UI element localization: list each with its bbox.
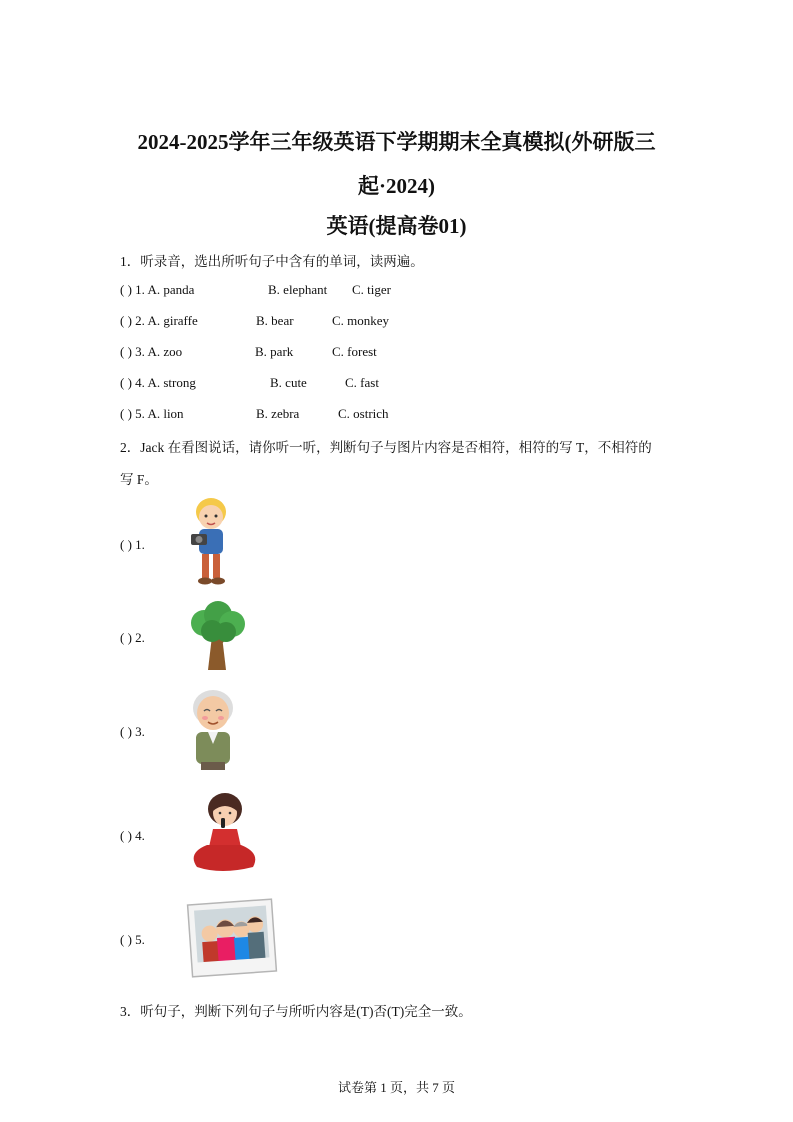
family-photo-icon <box>186 896 278 980</box>
q1-item-a: ( ) 5. A. lion <box>120 406 184 421</box>
q1-stem: 1．听录音，选出所听句子中含有的单词，读两遍。 <box>120 254 424 269</box>
q1-item-b: B. park <box>255 344 294 359</box>
q2-item-label: ( ) 3. <box>120 724 145 739</box>
page-footer: 试卷第 1 页，共 7 页 <box>337 1080 455 1095</box>
tree-icon <box>185 600 249 672</box>
q3-stem: 3．听句子，判断下列句子与所听内容是(T)否(T)完全一致。 <box>120 1004 472 1019</box>
q2-stem-line2: 写 F。 <box>120 472 158 487</box>
photographer-boy-icon <box>185 496 237 588</box>
q2-stem-line1: 2．Jack 在看图说话，请你听一听，判断句子与图片内容是否相符，相符的写 T，不相符的 <box>120 440 652 455</box>
page-title-line1: 2024-2025学年三年级英语下学期期末全真模拟(外研版三 <box>137 130 656 154</box>
q1-item-c: C. monkey <box>332 313 390 328</box>
q2-item-label: ( ) 4. <box>120 828 145 843</box>
q1-item-c: C. tiger <box>352 282 391 297</box>
q1-item-a: ( ) 2. A. giraffe <box>120 313 198 328</box>
q2-item-label: ( ) 2. <box>120 630 145 645</box>
grandpa-icon <box>187 688 239 772</box>
q1-item-a: ( ) 1. A. panda <box>120 282 195 297</box>
q1-item-a: ( ) 4. A. strong <box>120 375 196 390</box>
q1-item-b: B. zebra <box>256 406 300 421</box>
q1-item-c: C. forest <box>332 344 377 359</box>
q1-item-b: B. bear <box>256 313 294 328</box>
page-title-line2: 起·2024) <box>358 174 435 198</box>
q1-item-a: ( ) 3. A. zoo <box>120 344 183 359</box>
singing-woman-icon <box>183 791 263 875</box>
q1-item-c: C. fast <box>345 375 379 390</box>
q1-item-c: C. ostrich <box>338 406 389 421</box>
q2-item-label: ( ) 5. <box>120 932 145 947</box>
q2-item-label: ( ) 1. <box>120 537 145 552</box>
q1-item-b: B. elephant <box>268 282 328 297</box>
page-subtitle: 英语(提高卷01) <box>326 214 467 238</box>
q1-item-b: B. cute <box>270 375 307 390</box>
